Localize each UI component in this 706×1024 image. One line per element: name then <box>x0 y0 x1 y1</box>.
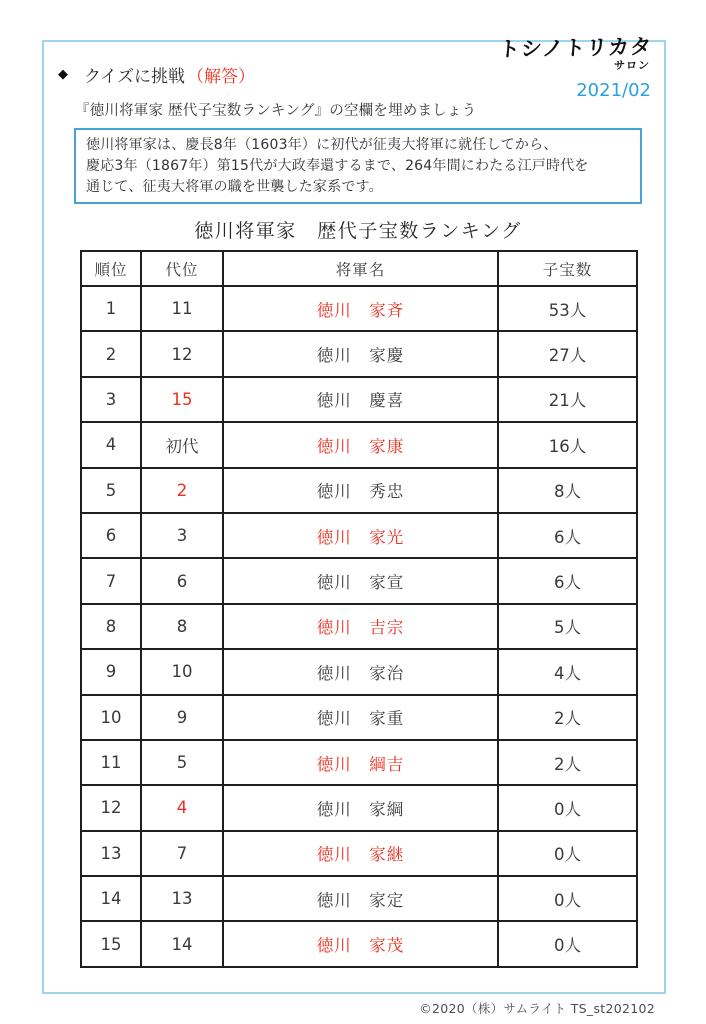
table-row <box>81 695 637 740</box>
brand-logo-subtext: サロン <box>613 59 651 73</box>
generation-cell: 初代 <box>141 422 223 467</box>
generation-cell: 8 <box>141 604 223 649</box>
children-count-cell: 53人 <box>498 286 637 331</box>
intro-box <box>74 128 642 204</box>
rank-cell: 5 <box>81 468 141 513</box>
children-count-cell: 2人 <box>498 740 637 785</box>
children-count-cell: 5人 <box>498 604 637 649</box>
table-row <box>81 604 637 649</box>
table-row <box>81 785 637 830</box>
rank-cell: 13 <box>81 831 141 876</box>
subtitle: 『徳川将軍家 歴代子宝数ランキング』の空欄を埋めましょう <box>75 103 477 119</box>
rank-cell: 1 <box>81 286 141 331</box>
children-count-cell: 27人 <box>498 331 637 376</box>
generation-cell: 12 <box>141 331 223 376</box>
rank-cell: 7 <box>81 558 141 603</box>
children-count-cell: 4人 <box>498 649 637 694</box>
generation-cell: 14 <box>141 921 223 966</box>
generation-cell: 5 <box>141 740 223 785</box>
generation-cell: 3 <box>141 513 223 558</box>
table-header-row <box>81 251 637 286</box>
generation-cell: 6 <box>141 558 223 603</box>
shogun-name-cell: 徳川 家綱 <box>223 785 498 830</box>
table-row <box>81 286 637 331</box>
children-count-cell: 6人 <box>498 513 637 558</box>
col-header-children-count: 子宝数 <box>498 251 637 286</box>
shogun-name-cell: 徳川 家斉 <box>223 286 498 331</box>
children-count-cell: 0人 <box>498 831 637 876</box>
shogun-name-cell: 徳川 家茂 <box>223 921 498 966</box>
shogun-name-cell: 徳川 家継 <box>223 831 498 876</box>
shogun-name-cell: 徳川 家治 <box>223 649 498 694</box>
shogun-name-cell: 徳川 家重 <box>223 695 498 740</box>
children-count-cell: 21人 <box>498 377 637 422</box>
table-title: 徳川将軍家 歴代子宝数ランキング <box>194 220 522 242</box>
footer-credit: ©2020（株）サムライト TS_st202102 <box>419 1001 655 1016</box>
intro-line: 徳川将軍家は、慶長8年（1603年）に初代が征夷大将軍に就任してから、 <box>86 137 558 153</box>
brand-logo-text: トシノトリカタ <box>498 34 653 62</box>
table-row <box>81 558 637 603</box>
brand-logo <box>498 34 653 73</box>
diamond-bullet-icon: ◆ <box>58 67 68 82</box>
table-row <box>81 831 637 876</box>
table-row <box>81 876 637 921</box>
generation-cell: 10 <box>141 649 223 694</box>
generation-cell: 7 <box>141 831 223 876</box>
children-count-cell: 2人 <box>498 695 637 740</box>
generation-cell: 9 <box>141 695 223 740</box>
table-row <box>81 649 637 694</box>
generation-cell: 4 <box>141 785 223 830</box>
shogun-name-cell: 徳川 家定 <box>223 876 498 921</box>
rank-cell: 3 <box>81 377 141 422</box>
intro-line: 慶応3年（1867年）第15代が大政奉還するまで、264年間にわたる江戸時代を <box>86 158 589 174</box>
shogun-name-cell: 徳川 家光 <box>223 513 498 558</box>
heading-text: クイズに挑戦 <box>84 67 185 87</box>
heading-answer-label: （解答） <box>186 67 255 87</box>
children-count-cell: 0人 <box>498 876 637 921</box>
content-frame <box>42 34 666 994</box>
children-count-cell: 0人 <box>498 921 637 966</box>
table-row <box>81 331 637 376</box>
shogun-name-cell: 徳川 家康 <box>223 422 498 467</box>
generation-cell: 15 <box>141 377 223 422</box>
issue-date: 2021/02 <box>576 80 651 101</box>
generation-cell: 11 <box>141 286 223 331</box>
rank-cell: 2 <box>81 331 141 376</box>
rank-cell: 9 <box>81 649 141 694</box>
rank-cell: 15 <box>81 921 141 966</box>
rank-cell: 4 <box>81 422 141 467</box>
intro-line: 通じて、征夷大将軍の職を世襲した家系です。 <box>86 179 383 195</box>
children-count-cell: 0人 <box>498 785 637 830</box>
col-header-generation: 代位 <box>141 251 223 286</box>
rank-cell: 10 <box>81 695 141 740</box>
shogun-name-cell: 徳川 家慶 <box>223 331 498 376</box>
table-row <box>81 921 637 966</box>
generation-cell: 2 <box>141 468 223 513</box>
rank-cell: 12 <box>81 785 141 830</box>
table-row <box>81 468 637 513</box>
shogun-name-cell: 徳川 綱吉 <box>223 740 498 785</box>
children-count-cell: 16人 <box>498 422 637 467</box>
rank-cell: 8 <box>81 604 141 649</box>
generation-cell: 13 <box>141 876 223 921</box>
shogun-name-cell: 徳川 慶喜 <box>223 377 498 422</box>
children-count-cell: 8人 <box>498 468 637 513</box>
table-row <box>81 377 637 422</box>
col-header-shogun-name: 将軍名 <box>223 251 498 286</box>
table-row <box>81 422 637 467</box>
rank-cell: 14 <box>81 876 141 921</box>
shogun-name-cell: 徳川 吉宗 <box>223 604 498 649</box>
col-header-rank: 順位 <box>81 251 141 286</box>
rank-cell: 11 <box>81 740 141 785</box>
rank-cell: 6 <box>81 513 141 558</box>
shogun-name-cell: 徳川 秀忠 <box>223 468 498 513</box>
table-row <box>81 740 637 785</box>
table-row <box>81 513 637 558</box>
page-heading <box>58 62 255 87</box>
children-count-cell: 6人 <box>498 558 637 603</box>
ranking-table <box>80 250 638 968</box>
shogun-name-cell: 徳川 家宣 <box>223 558 498 603</box>
